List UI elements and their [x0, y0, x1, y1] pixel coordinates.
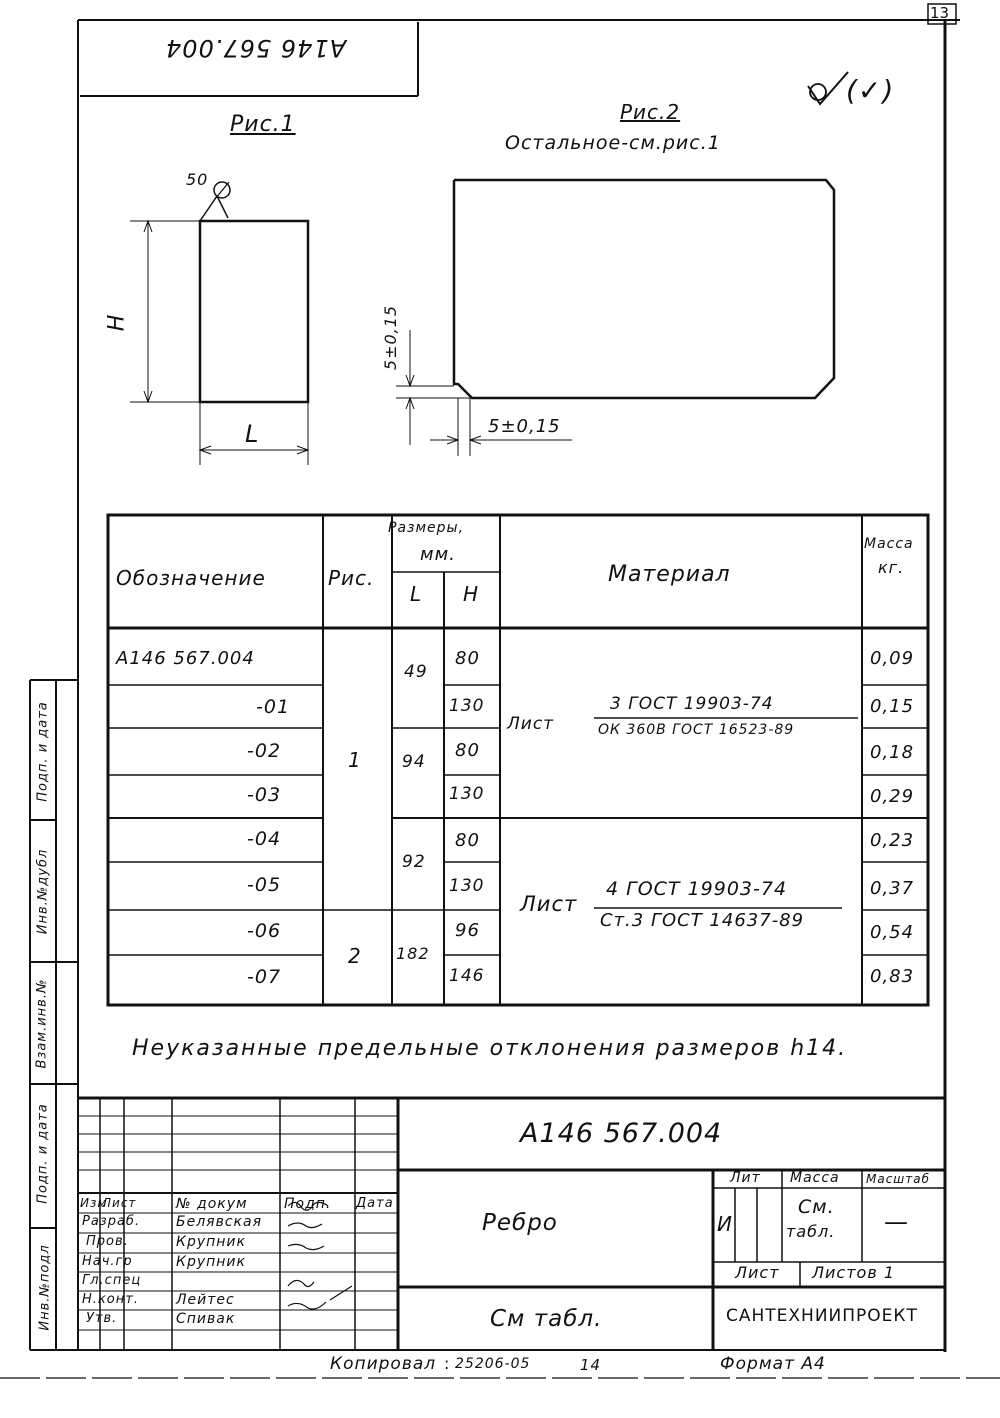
- role: Гл.спец: [82, 1273, 142, 1288]
- col-header-izm: Изм: [80, 1196, 108, 1210]
- person: Крупник: [176, 1234, 246, 1250]
- fig1-title: Рис.1: [230, 112, 296, 137]
- fig1-dim-l: L: [245, 420, 260, 448]
- col-header-date: Дата: [356, 1196, 394, 1211]
- organization: САНТЕХНИИПРОЕКТ: [726, 1306, 918, 1326]
- fig2-title: Рис.2: [620, 100, 681, 124]
- h-value: 130: [449, 876, 485, 896]
- title-block-code: А146 567.004: [520, 1118, 723, 1149]
- scale-label: Масштаб: [866, 1172, 931, 1186]
- mass-value-1: См.: [798, 1196, 835, 1218]
- header-fig: Рис.: [328, 566, 375, 590]
- fig2-dim-h: 5±0,15: [488, 416, 561, 437]
- header-l: L: [410, 582, 423, 606]
- fig1-weld-label: 50: [186, 170, 209, 189]
- fig-group: 2: [348, 944, 362, 968]
- person: Белявская: [176, 1214, 262, 1230]
- sheet-label: Лист: [735, 1263, 780, 1282]
- fig1-dim-h: H: [104, 313, 130, 332]
- material-word: Лист: [507, 714, 555, 734]
- row-designation: -06: [247, 920, 282, 942]
- mass-label: Масса: [790, 1170, 840, 1186]
- mass-value: 0,23: [870, 830, 915, 851]
- footer-format: Формат А4: [720, 1354, 826, 1374]
- h-value: 80: [455, 830, 480, 851]
- header-kg: кг.: [878, 558, 905, 577]
- row-designation: -07: [247, 966, 282, 988]
- footer-copy-code: 25206-05: [455, 1356, 531, 1372]
- side-label: Взам.инв.№: [34, 978, 50, 1069]
- role: Нач.гр: [82, 1254, 133, 1269]
- mass-value: 0,09: [870, 648, 915, 669]
- l-group: 92: [402, 852, 426, 872]
- mass-value-2: табл.: [786, 1222, 836, 1241]
- lit-value: И: [717, 1212, 733, 1236]
- h-value: 96: [455, 920, 480, 941]
- person: Спивак: [176, 1311, 236, 1327]
- row-designation: -04: [247, 828, 282, 850]
- material-bottom: ОК 360В ГОСТ 16523-89: [598, 722, 795, 738]
- mass-value: 0,83: [870, 966, 915, 987]
- sheets-label: Листов 1: [812, 1263, 896, 1282]
- title-block-material: См табл.: [490, 1306, 603, 1332]
- mass-value: 0,29: [870, 786, 915, 807]
- footer-page: 14: [580, 1356, 602, 1374]
- lit-label: Лит: [730, 1170, 761, 1186]
- header-mm: мм.: [420, 544, 456, 565]
- footer-copied: Копировал: [330, 1354, 437, 1374]
- fig-group: 1: [348, 748, 362, 772]
- scale-value: —: [884, 1208, 908, 1236]
- row-designation: -01: [256, 696, 291, 718]
- role: Разраб.: [82, 1214, 141, 1229]
- side-label: Инв.№дубл: [35, 848, 51, 935]
- fig2-dim-v: 5±0,15: [381, 304, 401, 371]
- col-header-sign: Подп.: [284, 1196, 332, 1212]
- l-group: 94: [402, 752, 426, 772]
- header-material: Материал: [608, 562, 731, 587]
- header-h: H: [463, 582, 480, 606]
- header-designation: Обозначение: [116, 566, 266, 590]
- sheet-number: 13: [930, 4, 950, 22]
- col-header-list: Лист: [102, 1196, 137, 1210]
- l-group: 182: [396, 944, 430, 963]
- side-label: Инв.№подл: [37, 1244, 53, 1331]
- title-block-name: Ребро: [482, 1210, 558, 1236]
- material-top: 4 ГОСТ 19903-74: [606, 878, 788, 900]
- row-designation: -02: [247, 740, 282, 762]
- mass-value: 0,15: [870, 696, 915, 717]
- general-note: Неуказанные предельные отклонения размеров h14.: [132, 1036, 848, 1061]
- material-word: Лист: [520, 892, 578, 916]
- footer-colon: :: [444, 1354, 450, 1373]
- h-value: 80: [455, 648, 480, 669]
- row-designation: -05: [247, 874, 282, 896]
- h-value: 80: [455, 740, 480, 761]
- header-sizes: Размеры,: [388, 520, 465, 536]
- mass-value: 0,37: [870, 878, 915, 899]
- fig2-subtitle: Остальное-см.рис.1: [505, 132, 721, 154]
- mass-value: 0,18: [870, 742, 915, 763]
- role: Н.конт.: [82, 1292, 139, 1307]
- person: Лейтес: [176, 1292, 235, 1308]
- material-top: 3 ГОСТ 19903-74: [610, 694, 774, 714]
- role: Утв.: [86, 1311, 118, 1326]
- row-designation: -03: [247, 784, 282, 806]
- surface-roughness-mark: (✓): [846, 74, 895, 107]
- h-value: 130: [449, 696, 485, 716]
- side-label: Подп. и дата: [35, 1103, 51, 1204]
- l-group: 49: [404, 662, 428, 682]
- person: Крупник: [176, 1254, 246, 1270]
- top-stamp: А146 567.004: [165, 34, 347, 62]
- material-bottom: Ст.3 ГОСТ 14637-89: [600, 910, 805, 931]
- mass-value: 0,54: [870, 922, 915, 943]
- row-designation: А146 567.004: [116, 648, 255, 669]
- col-header-doc: № докум: [176, 1196, 248, 1212]
- side-label: Подп. и дата: [35, 701, 51, 802]
- role: Пров.: [86, 1234, 129, 1249]
- header-mass: Масса: [864, 536, 914, 552]
- h-value: 130: [449, 784, 485, 804]
- h-value: 146: [449, 966, 485, 986]
